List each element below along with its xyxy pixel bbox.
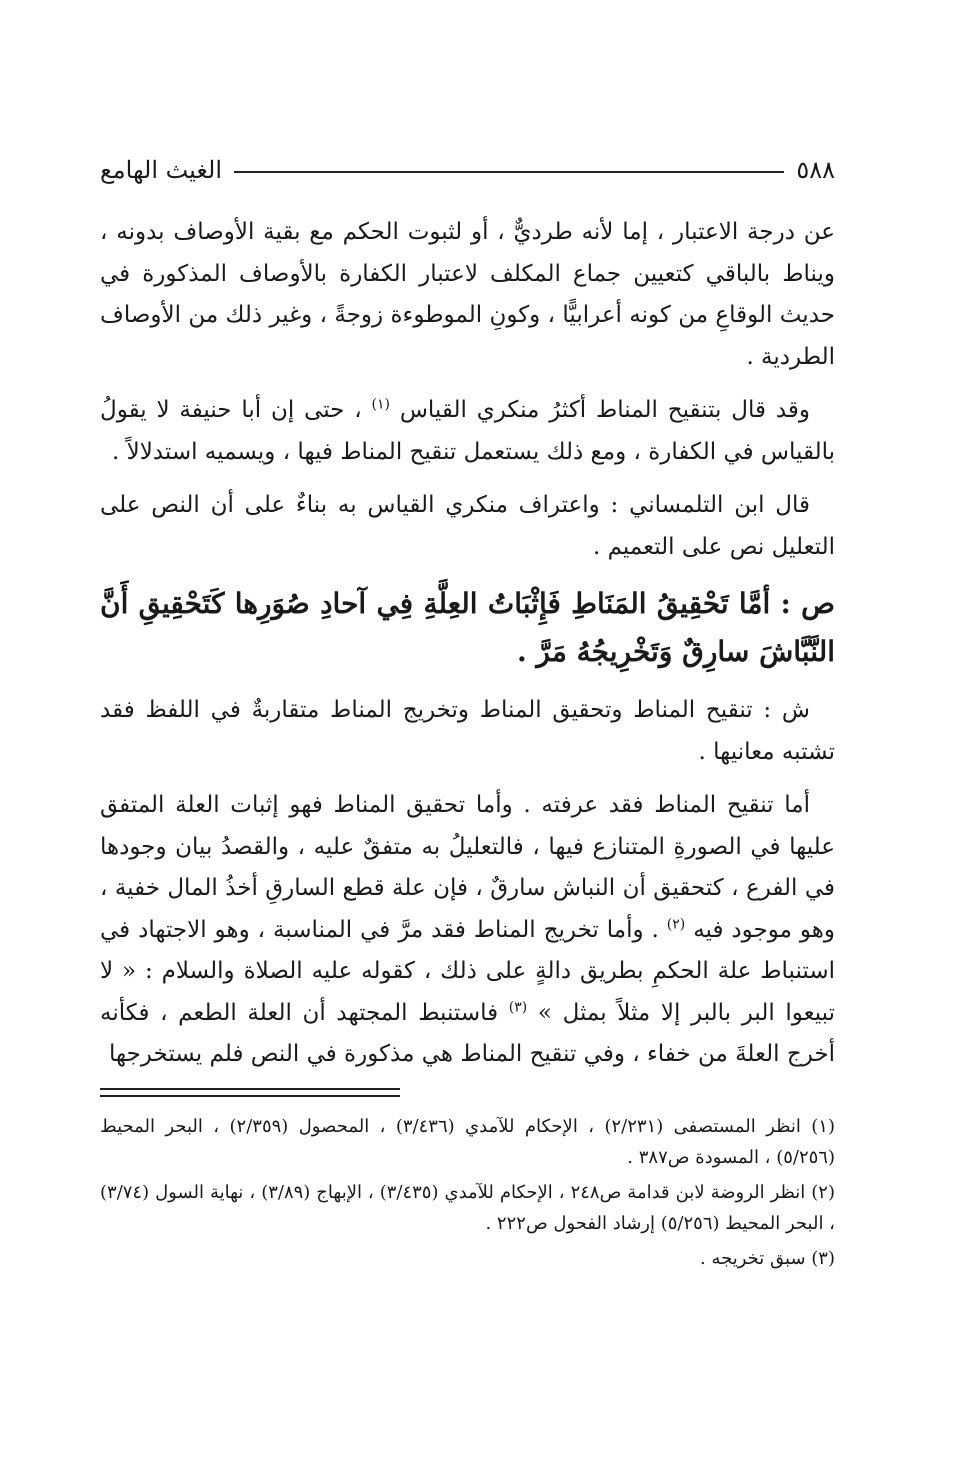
paragraph-5-text-a: أما تنقيح المناط فقد عرفته . وأما تحقيق المناط فهو إثبات العلة المتفق عليها في الصورةِ المتنازع فيها ، فالتعليلُ به متفقٌ عليه ، والقصدُ بيان وجودها في الفرع ، كتحقيق أن النباش سارقٌ ، فإن علة قطع السارقِ أخذُ المال خفية ، وهو موجود فيه — [100, 792, 835, 943]
footnote-1: (١) انظر المستصفى (٢/٢٣١) ، الإحكام للآمدي (٣/٤٣٦) ، المحصول (٢/٣٥٩) ، البحر المحيط (٥/٢٥٦) ، المسودة ص٣٨٧ . — [100, 1115, 835, 1168]
matn-text: ص : أمَّا تَحْقِيقُ المَنَاطِ فَإِثْبَاتُ العِلَّةِ فِي آحادِ صُوَرِها كَتَحْقِيقِ أَنَّ النَّبَّاشَ سارِقٌ وَتَخْرِيجُهُ مَرَّ . — [100, 587, 835, 668]
sharh-intro: ش : تنقيح المناط وتحقيق المناط وتخريج المناط متقاربةٌ في اللفظ فقد تشتبه معانيها . — [100, 697, 835, 765]
footnote-ref-1: (١) — [371, 396, 390, 413]
main-text — [100, 212, 835, 1076]
footnotes — [100, 1111, 835, 1274]
paragraph-5-text-c: فاستنبط المجتهد أن العلة الطعم ، فكأنه أخرج العلةَ من خفاء ، وفي تنقيح المناط هي مذكورة في النص فلم يستخرجها — [100, 999, 835, 1067]
header-rule — [234, 171, 784, 173]
footnote-2: (٢) انظر الروضة لابن قدامة ص٢٤٨ ، الإحكام للآمدي (٣/٤٣٥) ، الإبهاج (٣/٨٩) ، نهاية السول (٣/٧٤) ، البحر المحيط (٥/٢٥٦) إرشاد الفحول ص٢٢٢ . — [100, 1181, 835, 1234]
paragraph-2 — [100, 390, 835, 473]
paragraph-1: عن درجة الاعتبار ، إما لأنه طرديٌّ ، أو لثبوت الحكم مع بقية الأوصاف بدونه ، ويناط بالباقي كتعيين جماع المكلف لاعتبار الكفارة بالأوصاف المذكورة في حديث الوقاعِ من كونه أعرابيًّا ، وكونِ الموطوءة زوجةً ، وغير ذلك من الأوصاف الطردية . — [100, 219, 835, 370]
book-title: الغيث الهامع — [100, 156, 222, 184]
book-page — [100, 150, 835, 1410]
paragraph-2-text-a: وقد قال بتنقيح المناط أكثرُ منكري القياس — [399, 397, 811, 423]
footnote-ref-2: (٢) — [666, 915, 686, 932]
page-header — [100, 150, 835, 190]
paragraph-3: قال ابن التلمساني : واعتراف منكري القياس به بناءٌ على أن النص على التعليل نص على التعميم . — [100, 492, 835, 560]
page-number: ٥٨٨ — [796, 156, 835, 184]
footnote-3: (٣) سبق تخريجه . — [700, 1247, 835, 1269]
footnote-separator — [100, 1088, 400, 1097]
paragraph-5 — [100, 785, 835, 1076]
paragraph-2-text-b: ، حتى إن أبا حنيفة لا يقولُ بالقياس في الكفارة ، ومع ذلك يستعمل تنقيح المناط فيها ، ويسميه استدلالاً . — [100, 397, 835, 465]
paragraph-5-text-b: . وأما تخريج المناط فقد مرَّ في المناسبة ، وهو الاجتهاد في استنباط علة الحكمِ بطريق دالةٍ على ذلك ، كقوله عليه الصلاة والسلام : « لا تبيعوا البر بالبر إلا مثلاً بمثل » — [100, 916, 836, 1026]
footnote-ref-3: (٣) — [508, 998, 528, 1015]
